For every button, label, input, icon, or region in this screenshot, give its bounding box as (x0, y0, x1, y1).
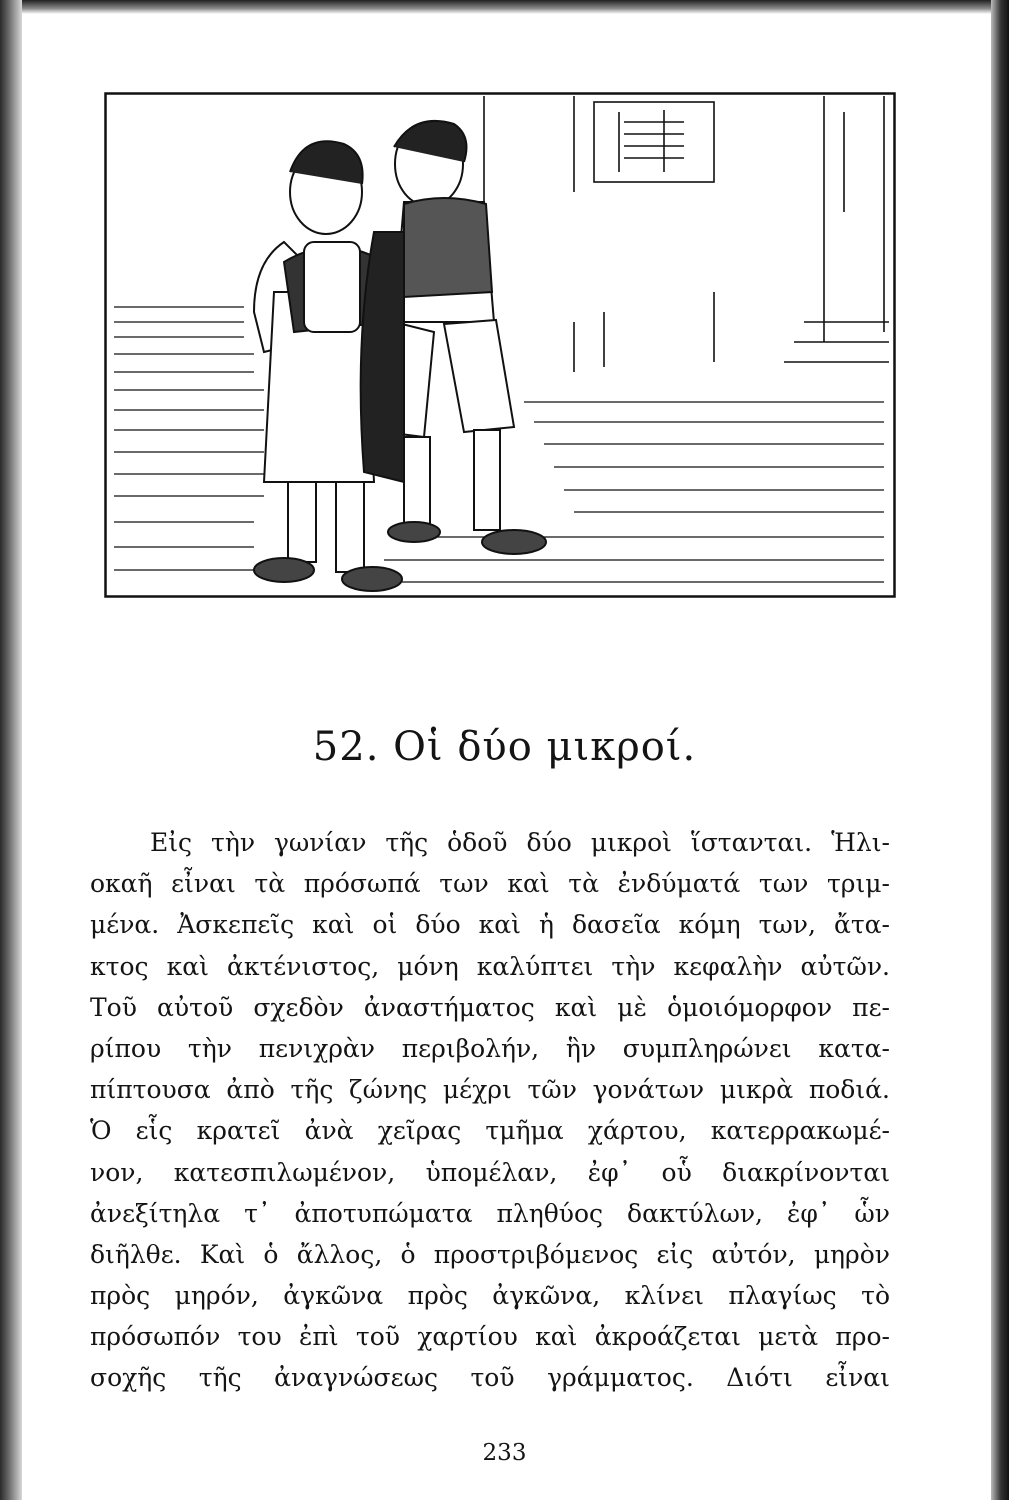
body-text (90, 822, 890, 1399)
text-line: πίπτουσα ἀπὸ τῆς ζώνης μέχρι τῶν γονάτων μικρὰ ποδιά. (90, 1075, 890, 1105)
text-line: πρὸς μηρόν, ἀγκῶνα πρὸς ἀγκῶνα, κλίνει πλαγίως τὸ (90, 1281, 890, 1311)
text-line: νον, κατεσπιλωμένον, ὑπομέλαν, ἐφ᾽ οὗ διακρίνονται (90, 1157, 890, 1187)
chapter-title: 52. Οἱ δύο μικροί. (312, 724, 697, 770)
text-line: διῆλθε. Καὶ ὁ ἄλλος, ὁ προστριβόμενος εἰς αὐτόν, μηρὸν (90, 1239, 890, 1269)
text-line: σοχῆς τῆς ἀναγνώσεως τοῦ γράμματος. Διότι εἶναι (90, 1363, 890, 1393)
scan-top-edge (0, 0, 1009, 14)
text-line: ρίπου τὴν πενιχρὰν περιβολήν, ἣν συμπληρώνει κατα- (90, 1033, 890, 1063)
text-line: οκαῆ εἶναι τὰ πρόσωπά των καὶ τὰ ἐνδύματά των τριμ- (90, 869, 890, 899)
text-line: πρόσωπόν του ἐπὶ τοῦ χαρτίου καὶ ἀκροάζεται μετὰ προ- (90, 1322, 890, 1352)
text-line: Εἰς τὴν γωνίαν τῆς ὁδοῦ δύο μικροὶ ἵστανται. Ἡλι- (150, 828, 890, 857)
text-line: μένα. Ἀσκεπεῖς καὶ οἱ δύο καὶ ἡ δασεῖα κόμη των, ἄτα- (90, 910, 890, 940)
page-number: 233 (482, 1440, 527, 1466)
text-line: κτος καὶ ἀκτένιστος, μόνη καλύπτει τὴν κεφαλὴν αὐτῶν. (90, 951, 890, 981)
text-line: ἀνεξίτηλα τ᾽ ἀποτυπώματα πληθύος δακτύλων, ἐφ᾽ ὧν (90, 1198, 890, 1228)
text-line: Ὁ εἷς κρατεῖ ἀνὰ χεῖρας τμῆμα χάρτου, κατερρακωμέ- (90, 1116, 890, 1146)
text-line: Τοῦ αὐτοῦ σχεδὸν ἀναστήματος καὶ μὲ ὁμοιόμορφον πε- (90, 992, 890, 1022)
illustration-two-boys (104, 92, 896, 598)
